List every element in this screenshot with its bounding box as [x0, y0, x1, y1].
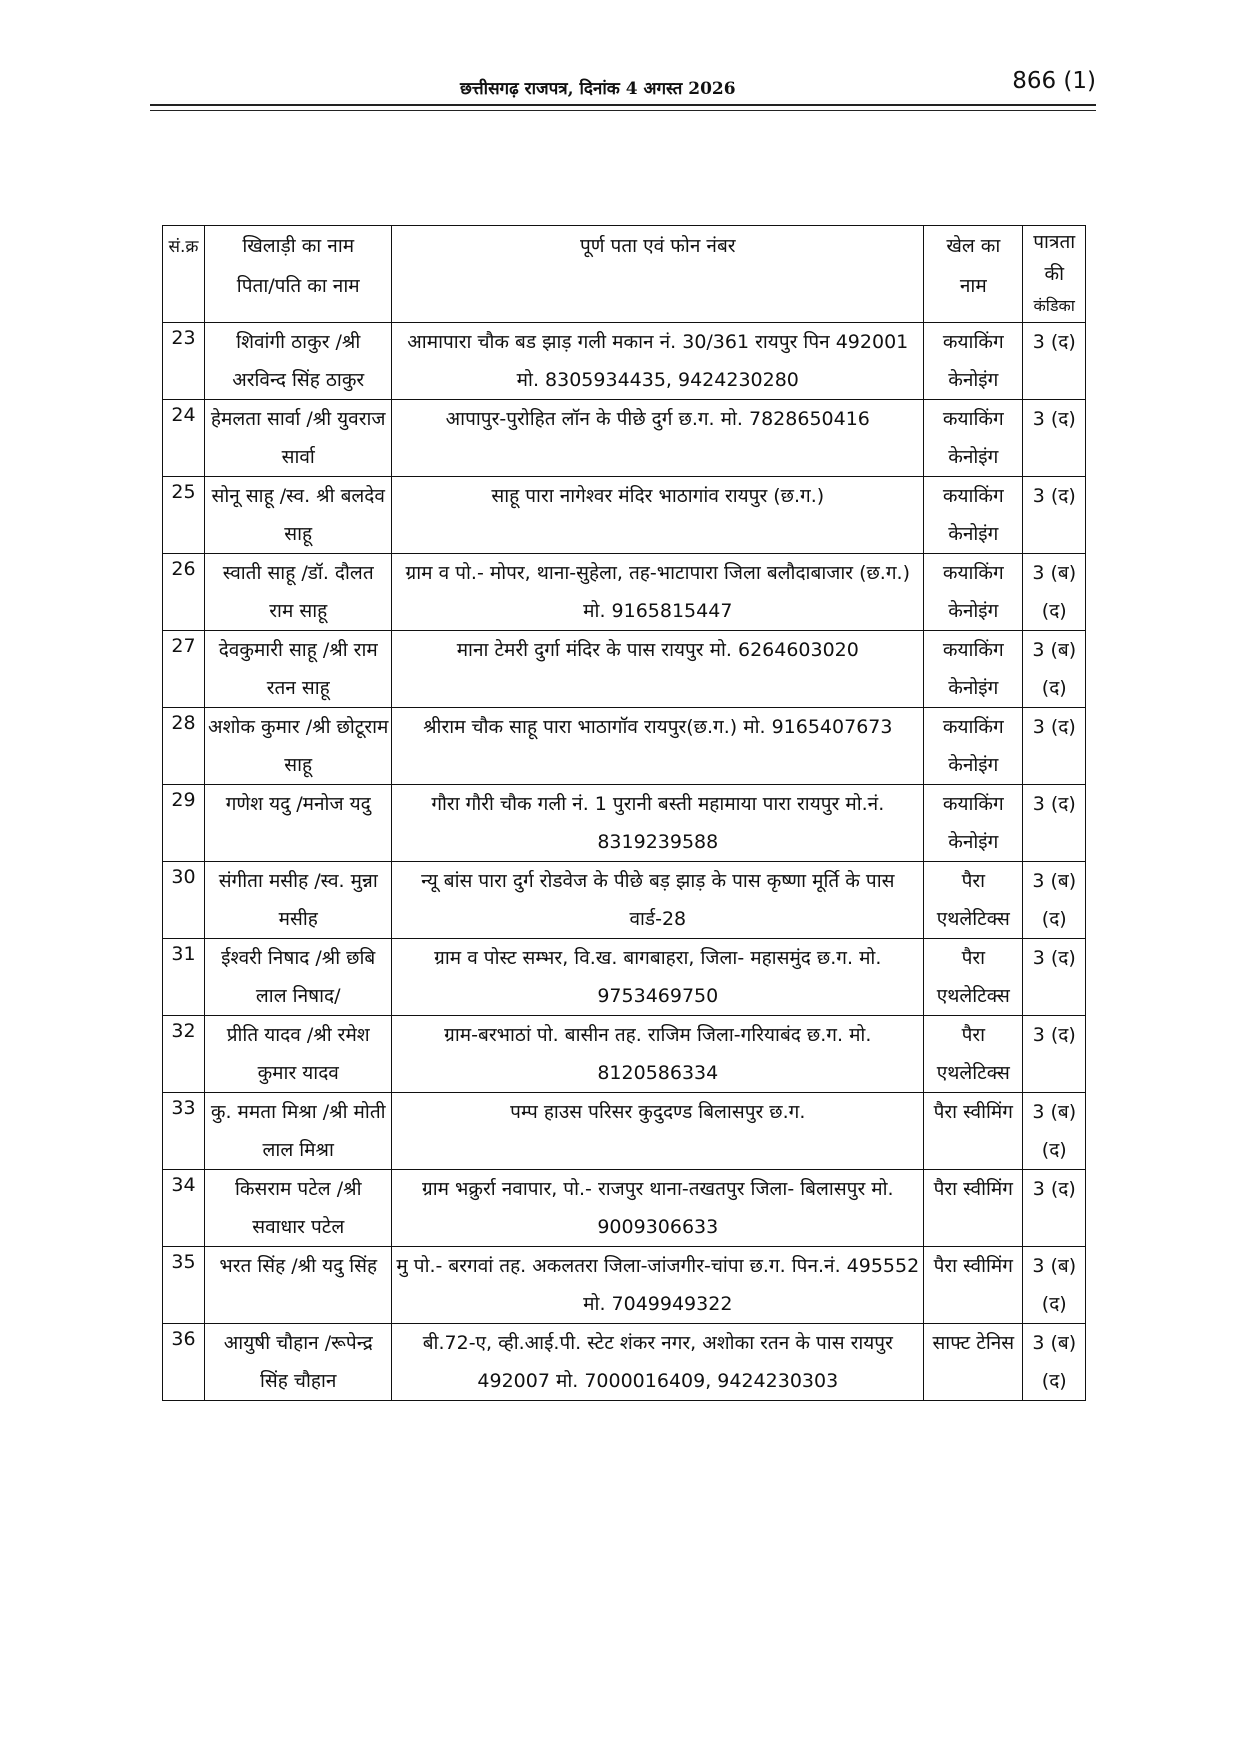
- row-address: बी.72-ए, व्ही.आई.पी. स्टेट शंकर नगर, अशोका रतन के पास रायपुर 492007 मो. 7000016409, 9424230303: [392, 1324, 924, 1401]
- row-sport: पैरा स्वीमिंग: [924, 1247, 1023, 1324]
- row-serial: 33: [163, 1093, 205, 1170]
- row-serial: 23: [163, 323, 205, 400]
- row-clause: 3 (ब) (द): [1023, 1247, 1086, 1324]
- row-sport: पैरा स्वीमिंग: [924, 1093, 1023, 1170]
- row-clause: 3 (ब) (द): [1023, 862, 1086, 939]
- row-name: गणेश यदु /मनोज यदु: [205, 785, 392, 862]
- row-address: ग्राम भक्रुर्रा नवापार, पो.- राजपुर थाना-तखतपुर जिला- बिलासपुर मो. 9009306633: [392, 1170, 924, 1247]
- gazette-title: छत्तीसगढ़ राजपत्र, दिनांक 4 अगस्त 2026: [460, 79, 736, 99]
- row-name: कु. ममता मिश्रा /श्री मोती लाल मिश्रा: [205, 1093, 392, 1170]
- row-name: देवकुमारी साहू /श्री राम रतन साहू: [205, 631, 392, 708]
- row-clause: 3 (द): [1023, 708, 1086, 785]
- col-sport: [924, 226, 1023, 323]
- col-sport-label-2: नाम: [959, 275, 987, 297]
- row-name: शिवांगी ठाकुर /श्री अरविन्द सिंह ठाकुर: [205, 323, 392, 400]
- row-address: माना टेमरी दुर्गा मंदिर के पास रायपुर मो. 6264603020: [392, 631, 924, 708]
- row-name: प्रीति यादव /श्री रमेश कुमार यादव: [205, 1016, 392, 1093]
- table-row: [163, 1247, 1086, 1324]
- row-serial: 36: [163, 1324, 205, 1401]
- table-row: [163, 1324, 1086, 1401]
- row-sport: पैरा एथलेटिक्स: [924, 862, 1023, 939]
- row-clause: 3 (ब) (द): [1023, 631, 1086, 708]
- row-clause: 3 (द): [1023, 785, 1086, 862]
- row-address: न्यू बांस पारा दुर्ग रोडवेज के पीछे बड़ झाड़ के पास कृष्णा मूर्ति के पास वार्ड-28: [392, 862, 924, 939]
- col-clause-label-3: कंडिका: [1033, 296, 1075, 315]
- row-clause: 3 (ब) (द): [1023, 1324, 1086, 1401]
- table-row: [163, 631, 1086, 708]
- row-clause: 3 (ब) (द): [1023, 1093, 1086, 1170]
- row-address: आपापुर-पुरोहित लॉन के पीछे दुर्ग छ.ग. मो. 7828650416: [392, 400, 924, 477]
- col-sport-label-1: खेल का: [946, 235, 1001, 257]
- row-serial: 34: [163, 1170, 205, 1247]
- table-row: [163, 708, 1086, 785]
- row-address: आमापारा चौक बड झाड़ गली मकान नं. 30/361 रायपुर पिन 492001 मो. 8305934435, 9424230280: [392, 323, 924, 400]
- row-serial: 29: [163, 785, 205, 862]
- row-sport: कयाकिंग केनोइंग: [924, 477, 1023, 554]
- row-sport: साफ्ट टेनिस: [924, 1324, 1023, 1401]
- row-clause: 3 (द): [1023, 323, 1086, 400]
- row-sport: कयाकिंग केनोइंग: [924, 631, 1023, 708]
- row-address: साहू पारा नागेश्वर मंदिर भाठागांव रायपुर (छ.ग.): [392, 477, 924, 554]
- row-name: हेमलता सार्वा /श्री युवराज सार्वा: [205, 400, 392, 477]
- row-clause: 3 (ब) (द): [1023, 554, 1086, 631]
- row-clause: 3 (द): [1023, 1170, 1086, 1247]
- col-clause-label-2: की: [1044, 263, 1064, 285]
- row-sport: पैरा स्वीमिंग: [924, 1170, 1023, 1247]
- row-address: श्रीराम चौक साहू पारा भाठागॉव रायपुर(छ.ग.) मो. 9165407673: [392, 708, 924, 785]
- col-address-label: पूर्ण पता एवं फोन नंबर: [579, 235, 736, 257]
- row-address: ग्राम व पोस्ट सम्भर, वि.ख. बागबाहरा, जिला- महासमुंद छ.ग. मो. 9753469750: [392, 939, 924, 1016]
- row-name: अशोक कुमार /श्री छोटूराम साहू: [205, 708, 392, 785]
- row-name: किसराम पटेल /श्री सवाधार पटेल: [205, 1170, 392, 1247]
- row-serial: 28: [163, 708, 205, 785]
- row-address: ग्राम-बरभाठां पो. बासीन तह. राजिम जिला-गरियाबंद छ.ग. मो. 8120586334: [392, 1016, 924, 1093]
- col-clause-label-1: पात्रता: [1033, 231, 1076, 253]
- row-sport: कयाकिंग केनोइंग: [924, 323, 1023, 400]
- players-table: [162, 225, 1086, 1401]
- row-serial: 24: [163, 400, 205, 477]
- row-clause: 3 (द): [1023, 400, 1086, 477]
- row-address: पम्प हाउस परिसर कुदुदण्ड बिलासपुर छ.ग.: [392, 1093, 924, 1170]
- row-serial: 27: [163, 631, 205, 708]
- row-name: सोनू साहू /स्व. श्री बलदेव साहू: [205, 477, 392, 554]
- table-row: [163, 785, 1086, 862]
- table-row: [163, 1093, 1086, 1170]
- row-address: मु पो.- बरगवां तह. अकलतरा जिला-जांजगीर-चांपा छ.ग. पिन.नं. 495552 मो. 7049949322: [392, 1247, 924, 1324]
- col-name-label-1: खिलाड़ी का नाम: [242, 235, 355, 257]
- row-serial: 26: [163, 554, 205, 631]
- row-serial: 35: [163, 1247, 205, 1324]
- header-rule: [150, 104, 1096, 106]
- table-row: [163, 554, 1086, 631]
- row-sport: कयाकिंग केनोइंग: [924, 400, 1023, 477]
- row-sport: कयाकिंग केनोइंग: [924, 554, 1023, 631]
- col-name-label-2: पिता/पति का नाम: [236, 275, 360, 297]
- table-row: [163, 862, 1086, 939]
- header-rule-thin: [150, 110, 1096, 111]
- row-sport: पैरा एथलेटिक्स: [924, 939, 1023, 1016]
- col-clause: [1023, 226, 1086, 323]
- col-serial-label: सं.क्र: [168, 237, 199, 257]
- col-name: [205, 226, 392, 323]
- row-serial: 25: [163, 477, 205, 554]
- row-sport: कयाकिंग केनोइंग: [924, 785, 1023, 862]
- table-row: [163, 477, 1086, 554]
- row-clause: 3 (द): [1023, 477, 1086, 554]
- row-sport: कयाकिंग केनोइंग: [924, 708, 1023, 785]
- row-name: ईश्वरी निषाद /श्री छबि लाल निषाद/: [205, 939, 392, 1016]
- table-row: [163, 323, 1086, 400]
- row-clause: 3 (द): [1023, 939, 1086, 1016]
- table-row: [163, 1016, 1086, 1093]
- table-row: [163, 939, 1086, 1016]
- row-clause: 3 (द): [1023, 1016, 1086, 1093]
- page-number: 866 (1): [1012, 68, 1096, 94]
- table-row: [163, 400, 1086, 477]
- table-row: [163, 1170, 1086, 1247]
- row-name: भरत सिंह /श्री यदु सिंह: [205, 1247, 392, 1324]
- row-address: ग्राम व पो.- मोपर, थाना-सुहेला, तह-भाटापारा जिला बलौदाबाजार (छ.ग.) मो. 9165815447: [392, 554, 924, 631]
- row-name: आयुषी चौहान /रूपेन्द्र सिंह चौहान: [205, 1324, 392, 1401]
- table-header-row: [163, 226, 1086, 323]
- page-header: [150, 68, 1096, 104]
- row-name: स्वाती साहू /डॉ. दौलत राम साहू: [205, 554, 392, 631]
- col-serial: [163, 226, 205, 323]
- row-serial: 32: [163, 1016, 205, 1093]
- table-body: [163, 323, 1086, 1401]
- col-address: [392, 226, 924, 323]
- row-address: गौरा गौरी चौक गली नं. 1 पुरानी बस्ती महामाया पारा रायपुर मो.नं. 8319239588: [392, 785, 924, 862]
- row-serial: 30: [163, 862, 205, 939]
- row-sport: पैरा एथलेटिक्स: [924, 1016, 1023, 1093]
- row-serial: 31: [163, 939, 205, 1016]
- row-name: संगीता मसीह /स्व. मुन्ना मसीह: [205, 862, 392, 939]
